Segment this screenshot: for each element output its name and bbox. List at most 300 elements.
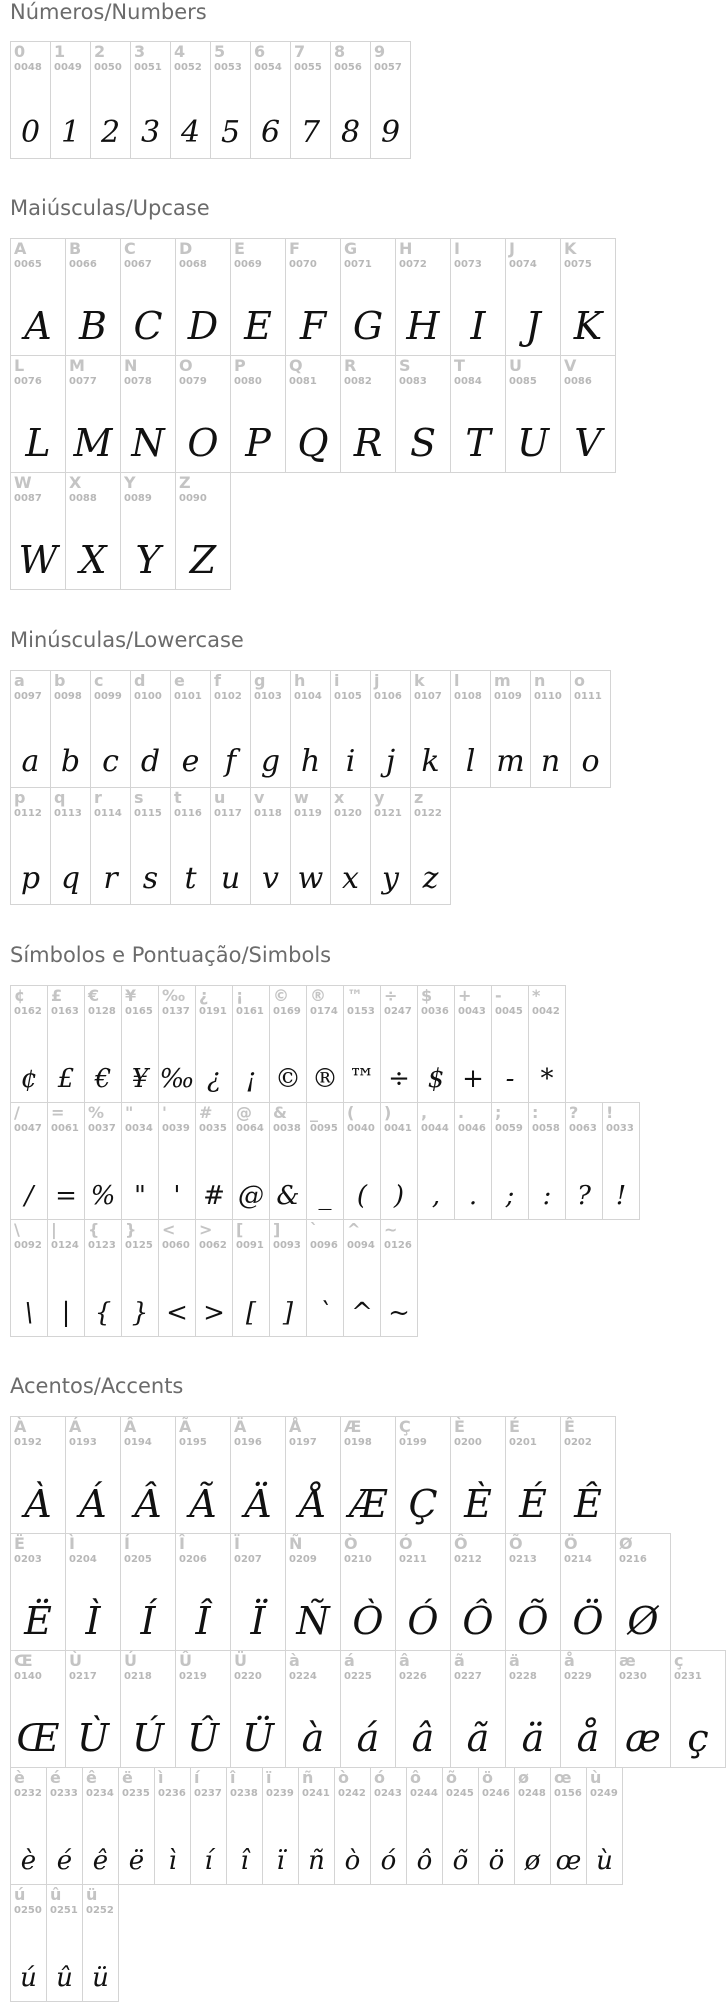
glyph-label: 7 [294,42,306,61]
glyph-label: ê [86,1768,97,1787]
glyph-code: 0116 [174,808,202,819]
glyph-sample: à [301,1716,325,1760]
glyph-sample: U [516,421,550,465]
glyph-label: ™ [347,986,363,1005]
glyph-code: 0118 [254,808,282,819]
glyph-code: 0204 [69,1554,97,1565]
glyph-code: 0198 [344,1437,372,1448]
glyph-label: $ [421,986,433,1005]
glyph-label: * [532,986,541,1005]
glyph-code: 0105 [334,691,362,702]
glyph-cell [170,41,211,159]
glyph-label: ç [674,1651,684,1670]
glyph-code: 0077 [69,376,97,387]
glyph-cell [10,1884,47,2002]
glyph-sample: M [73,421,113,465]
glyph-code: 0203 [14,1554,42,1565]
glyph-label: œ [554,1768,572,1787]
glyph-cell [130,787,171,905]
glyph-sample: Î [195,1599,211,1643]
glyph-cell [417,1102,455,1220]
glyph-label: i [334,671,340,690]
glyph-label: N [124,356,138,375]
glyph-sample: p [20,861,41,896]
glyph-sample: % [90,1181,116,1211]
glyph-code: 0174 [310,1006,338,1017]
glyph-cell [602,1102,640,1220]
glyph-sample: ã [466,1716,490,1760]
glyph-cell [380,1102,418,1220]
glyph-code: 0229 [564,1671,592,1682]
glyph-sample: ø [524,1846,541,1876]
glyph-cell [340,238,396,356]
glyph-sample: { [94,1298,112,1328]
glyph-code: 0219 [179,1671,207,1682]
glyph-sample: P [245,421,271,465]
glyph-label: Ø [619,1534,633,1553]
glyph-cell [450,670,491,788]
glyph-code: 0108 [454,691,482,702]
glyph-sample: Í [140,1599,156,1643]
glyph-cell [330,670,371,788]
glyph-label: p [14,788,26,807]
glyph-cell [120,355,176,473]
glyph-cell [195,985,233,1103]
glyph-code: 0126 [384,1240,412,1251]
glyph-sample: Õ [517,1599,549,1643]
glyph-sample: ® [312,1064,338,1094]
glyph-label: X [69,473,82,492]
glyph-label: 3 [134,42,146,61]
glyph-cell [10,1102,48,1220]
glyph-label: Ó [399,1534,413,1553]
glyph-cell [380,985,418,1103]
glyph-label: ‰ [162,986,186,1005]
glyph-cell [410,670,451,788]
glyph-sample: Ñ [296,1599,330,1643]
glyph-label: , [421,1103,428,1122]
glyph-code: 0103 [254,691,282,702]
glyph-label: d [134,671,146,690]
glyph-label: " [125,1103,134,1122]
glyph-code: 0100 [134,691,162,702]
glyph-cell [560,1650,616,1768]
glyph-cell [478,1767,515,1885]
glyph-code: 0228 [509,1671,537,1682]
glyph-sample: = [55,1181,77,1211]
glyph-sample: e [181,744,200,779]
glyph-cell [306,1219,344,1337]
glyph-code: 0112 [14,808,42,819]
section-title: Símbolos e Pontuação/Simbols [10,943,332,967]
glyph-code: 0120 [334,808,362,819]
glyph-code: 0210 [344,1554,372,1565]
glyph-sample: ( [356,1181,368,1211]
glyph-label: å [564,1651,575,1670]
glyph-sample: 0 [20,115,41,150]
glyph-code: 0061 [51,1123,79,1134]
glyph-label: Û [179,1651,192,1670]
glyph-label: ^ [347,1220,361,1239]
glyph-sample: Ò [352,1599,384,1643]
glyph-label: u [214,788,226,807]
glyph-code: 0209 [289,1554,317,1565]
glyph-cell [10,985,48,1103]
glyph-label: Ê [564,1417,575,1436]
glyph-label: Â [124,1417,137,1436]
glyph-label: v [254,788,265,807]
glyph-code: 0046 [458,1123,486,1134]
glyph-cell [491,1102,529,1220]
glyph-code: 0252 [86,1905,114,1916]
glyph-label: G [344,239,358,258]
glyph-code: 0207 [234,1554,262,1565]
glyph-code: 0049 [54,62,82,73]
glyph-label: O [179,356,193,375]
glyph-sample: ~ [388,1298,410,1328]
glyph-code: 0040 [347,1123,375,1134]
glyph-cell [232,1102,270,1220]
glyph-code: 0054 [254,62,282,73]
glyph-cell [90,787,131,905]
glyph-cell [454,985,492,1103]
glyph-label: y [374,788,385,807]
section-title: Números/Numbers [10,0,207,24]
glyph-code: 0047 [14,1123,42,1134]
glyph-cell [10,1533,66,1651]
glyph-cell [370,41,411,159]
glyph-sample: ç [687,1716,709,1760]
glyph-label: Y [124,473,136,492]
glyph-sample: ¥ [131,1064,149,1094]
glyph-cell [340,1533,396,1651]
glyph-sample: 9 [380,115,401,150]
glyph-sample: c [102,744,119,779]
glyph-code: 0121 [374,808,402,819]
glyph-code: 0227 [454,1671,482,1682]
glyph-label: Ü [234,1651,247,1670]
glyph-cell [380,1219,418,1337]
glyph-label: Ì [69,1534,75,1553]
glyph-cell [615,1650,671,1768]
glyph-cell [565,1102,603,1220]
glyph-cell [560,355,616,473]
glyph-sample: £ [57,1064,75,1094]
glyph-sample: * [540,1064,554,1094]
glyph-code: 0070 [289,259,317,270]
glyph-sample: / [24,1181,34,1211]
glyph-sample: h [300,744,321,779]
glyph-label: @ [236,1103,252,1122]
glyph-cell [491,985,529,1103]
glyph-cell [406,1767,443,1885]
glyph-sample: 1 [60,115,81,150]
glyph-cell [65,355,121,473]
glyph-sample: r [103,861,118,896]
glyph-sample: X [79,538,107,582]
glyph-cell [269,985,307,1103]
glyph-code: 0213 [509,1554,537,1565]
glyph-label: 2 [94,42,106,61]
glyph-label: w [294,788,309,807]
glyph-sample: Q [297,421,329,465]
glyph-sample: Z [189,538,217,582]
glyph-code: 0096 [310,1240,338,1251]
glyph-sample: Ó [407,1599,439,1643]
glyph-sample: Á [79,1482,107,1526]
glyph-label: \ [14,1220,20,1239]
glyph-cell [65,1533,121,1651]
glyph-code: 0058 [532,1123,560,1134]
glyph-code: 0232 [14,1788,42,1799]
glyph-label: T [454,356,465,375]
glyph-label: M [69,356,85,375]
glyph-code: 0123 [88,1240,116,1251]
glyph-code: 0039 [162,1123,190,1134]
glyph-sample: ) [393,1181,405,1211]
glyph-cell [269,1102,307,1220]
glyph-code: 0111 [574,691,602,702]
glyph-label: ] [273,1220,281,1239]
glyph-sample: Ã [189,1482,217,1526]
glyph-sample: Ø [627,1599,659,1643]
glyph-sample: € [94,1064,112,1094]
glyph-sample: å [576,1716,600,1760]
glyph-sample: : [542,1181,552,1211]
glyph-code: 0195 [179,1437,207,1448]
glyph-code: 0169 [273,1006,301,1017]
glyph-sample: v [262,861,279,896]
glyph-label: é [50,1768,61,1787]
glyph-label: m [494,671,511,690]
glyph-cell [84,985,122,1103]
glyph-label: ! [606,1103,614,1122]
glyph-code: 0074 [509,259,537,270]
glyph-code: 0092 [14,1240,42,1251]
glyph-sample: ô [416,1846,433,1876]
glyph-code: 0083 [399,376,427,387]
glyph-cell [250,787,291,905]
glyph-cell [50,41,91,159]
glyph-code: 0034 [125,1123,153,1134]
glyph-label: 0 [14,42,26,61]
glyph-label: ñ [302,1768,314,1787]
glyph-code: 0217 [69,1671,97,1682]
glyph-sample: Ô [462,1599,494,1643]
glyph-label: û [50,1885,62,1904]
glyph-cell [195,1219,233,1337]
glyph-cell [10,472,66,590]
glyph-code: 0097 [14,691,42,702]
glyph-sample: Ê [574,1482,602,1526]
glyph-sample: è [20,1846,37,1876]
glyph-code: 0038 [273,1123,301,1134]
glyph-cell [395,238,451,356]
glyph-cell [285,1416,341,1534]
glyph-cell [490,670,531,788]
glyph-sample: ó [380,1846,397,1876]
glyph-sample: & [276,1181,300,1211]
glyph-sample: 3 [140,115,161,150]
glyph-label: ó [374,1768,385,1787]
glyph-label: K [564,239,577,258]
glyph-label: ~ [384,1220,398,1239]
glyph-code: 0122 [414,808,442,819]
glyph-sample: ä [521,1716,545,1760]
glyph-cell [10,238,66,356]
glyph-label: % [88,1103,105,1122]
glyph-code: 0084 [454,376,482,387]
glyph-label: I [454,239,460,258]
glyph-code: 0115 [134,808,162,819]
glyph-cell [65,238,121,356]
glyph-label: ö [482,1768,493,1787]
glyph-cell [330,41,371,159]
glyph-code: 0080 [234,376,262,387]
glyph-sample: N [131,421,165,465]
glyph-cell [340,1650,396,1768]
glyph-label: F [289,239,300,258]
glyph-cell [290,41,331,159]
glyph-label: 6 [254,42,266,61]
glyph-cell [298,1767,335,1885]
glyph-code: 0075 [564,259,592,270]
section-title: Minúsculas/Lowercase [10,628,244,652]
glyph-code: 0225 [344,1671,372,1682]
glyph-label: Ä [234,1417,247,1436]
glyph-sample: Ä [244,1482,272,1526]
glyph-sample: n [540,744,561,779]
glyph-cell [505,1650,561,1768]
glyph-label: / [14,1103,20,1122]
glyph-label: À [14,1417,27,1436]
glyph-cell [250,41,291,159]
glyph-label: R [344,356,357,375]
glyph-code: 0236 [158,1788,186,1799]
glyph-label: l [454,671,460,690]
glyph-sample: # [203,1181,225,1211]
glyph-cell [175,1533,231,1651]
glyph-label: f [214,671,221,690]
glyph-code: 0094 [347,1240,375,1251]
glyph-sample: ë [128,1846,145,1876]
glyph-cell [210,670,251,788]
glyph-sample: E [244,304,272,348]
glyph-label: D [179,239,193,258]
glyph-sample: a [21,744,40,779]
glyph-sample: Ü [241,1716,275,1760]
glyph-sample: 6 [260,115,281,150]
glyph-cell [10,1416,66,1534]
glyph-sample: â [411,1716,435,1760]
glyph-code: 0212 [454,1554,482,1565]
glyph-label: ú [14,1885,26,1904]
glyph-label: Ù [69,1651,82,1670]
glyph-sample: } [131,1298,149,1328]
glyph-cell [175,472,231,590]
glyph-label: ® [310,986,326,1005]
glyph-sample: Ö [572,1599,604,1643]
glyph-label: W [14,473,32,492]
glyph-cell [230,1650,286,1768]
glyph-code: 0102 [214,691,242,702]
glyph-code: 0069 [234,259,262,270]
glyph-label: x [334,788,345,807]
glyph-cell [505,238,561,356]
glyph-sample: Ù [76,1716,110,1760]
glyph-cell [226,1767,263,1885]
glyph-code: 0244 [410,1788,438,1799]
glyph-code: 0056 [334,62,362,73]
glyph-label: b [54,671,66,690]
glyph-cell [158,1102,196,1220]
glyph-code: 0197 [289,1437,317,1448]
glyph-label: t [174,788,182,807]
glyph-sample: ' [173,1181,181,1211]
glyph-code: 0035 [199,1123,227,1134]
glyph-sample: S [409,421,437,465]
glyph-cell [340,355,396,473]
glyph-code: 0063 [569,1123,597,1134]
glyph-sample: f [224,744,237,779]
glyph-code: 0059 [495,1123,523,1134]
glyph-code: 0076 [14,376,42,387]
glyph-code: 0153 [347,1006,375,1017]
glyph-label: ; [495,1103,502,1122]
glyph-code: 0239 [266,1788,294,1799]
glyph-cell [47,1102,85,1220]
glyph-code: 0089 [124,493,152,504]
glyph-cell [269,1219,307,1337]
glyph-sample: q [60,861,81,896]
glyph-sample: ì [168,1846,177,1876]
glyph-code: 0205 [124,1554,152,1565]
glyph-label: Ë [14,1534,25,1553]
glyph-code: 0073 [454,259,482,270]
glyph-sample: A [24,304,52,348]
glyph-cell [370,787,411,905]
glyph-code: 0101 [174,691,202,702]
glyph-code: 0140 [14,1671,42,1682]
glyph-code: 0201 [509,1437,537,1448]
glyph-cell [560,238,616,356]
glyph-code: 0055 [294,62,322,73]
glyph-sample: ; [505,1181,515,1211]
glyph-sample: 8 [340,115,361,150]
glyph-code: 0230 [619,1671,647,1682]
glyph-cell [120,1533,176,1651]
glyph-sample: T [465,421,491,465]
glyph-code: 0249 [590,1788,618,1799]
glyph-cell [65,1416,121,1534]
glyph-cell [82,1767,119,1885]
glyph-sample: u [220,861,241,896]
glyph-cell [84,1102,122,1220]
glyph-label: V [564,356,577,375]
glyph-label: ` [310,1220,318,1239]
glyph-cell [154,1767,191,1885]
glyph-cell [670,1650,726,1768]
glyph-label: ¿ [199,986,209,1005]
glyph-cell [10,1767,47,1885]
glyph-sample: G [352,304,384,348]
glyph-code: 0193 [69,1437,97,1448]
glyph-sample: © [275,1064,301,1094]
glyph-cell [586,1767,623,1885]
glyph-code: 0235 [122,1788,150,1799]
glyph-sample: ï [276,1846,285,1876]
glyph-code: 0086 [564,376,592,387]
